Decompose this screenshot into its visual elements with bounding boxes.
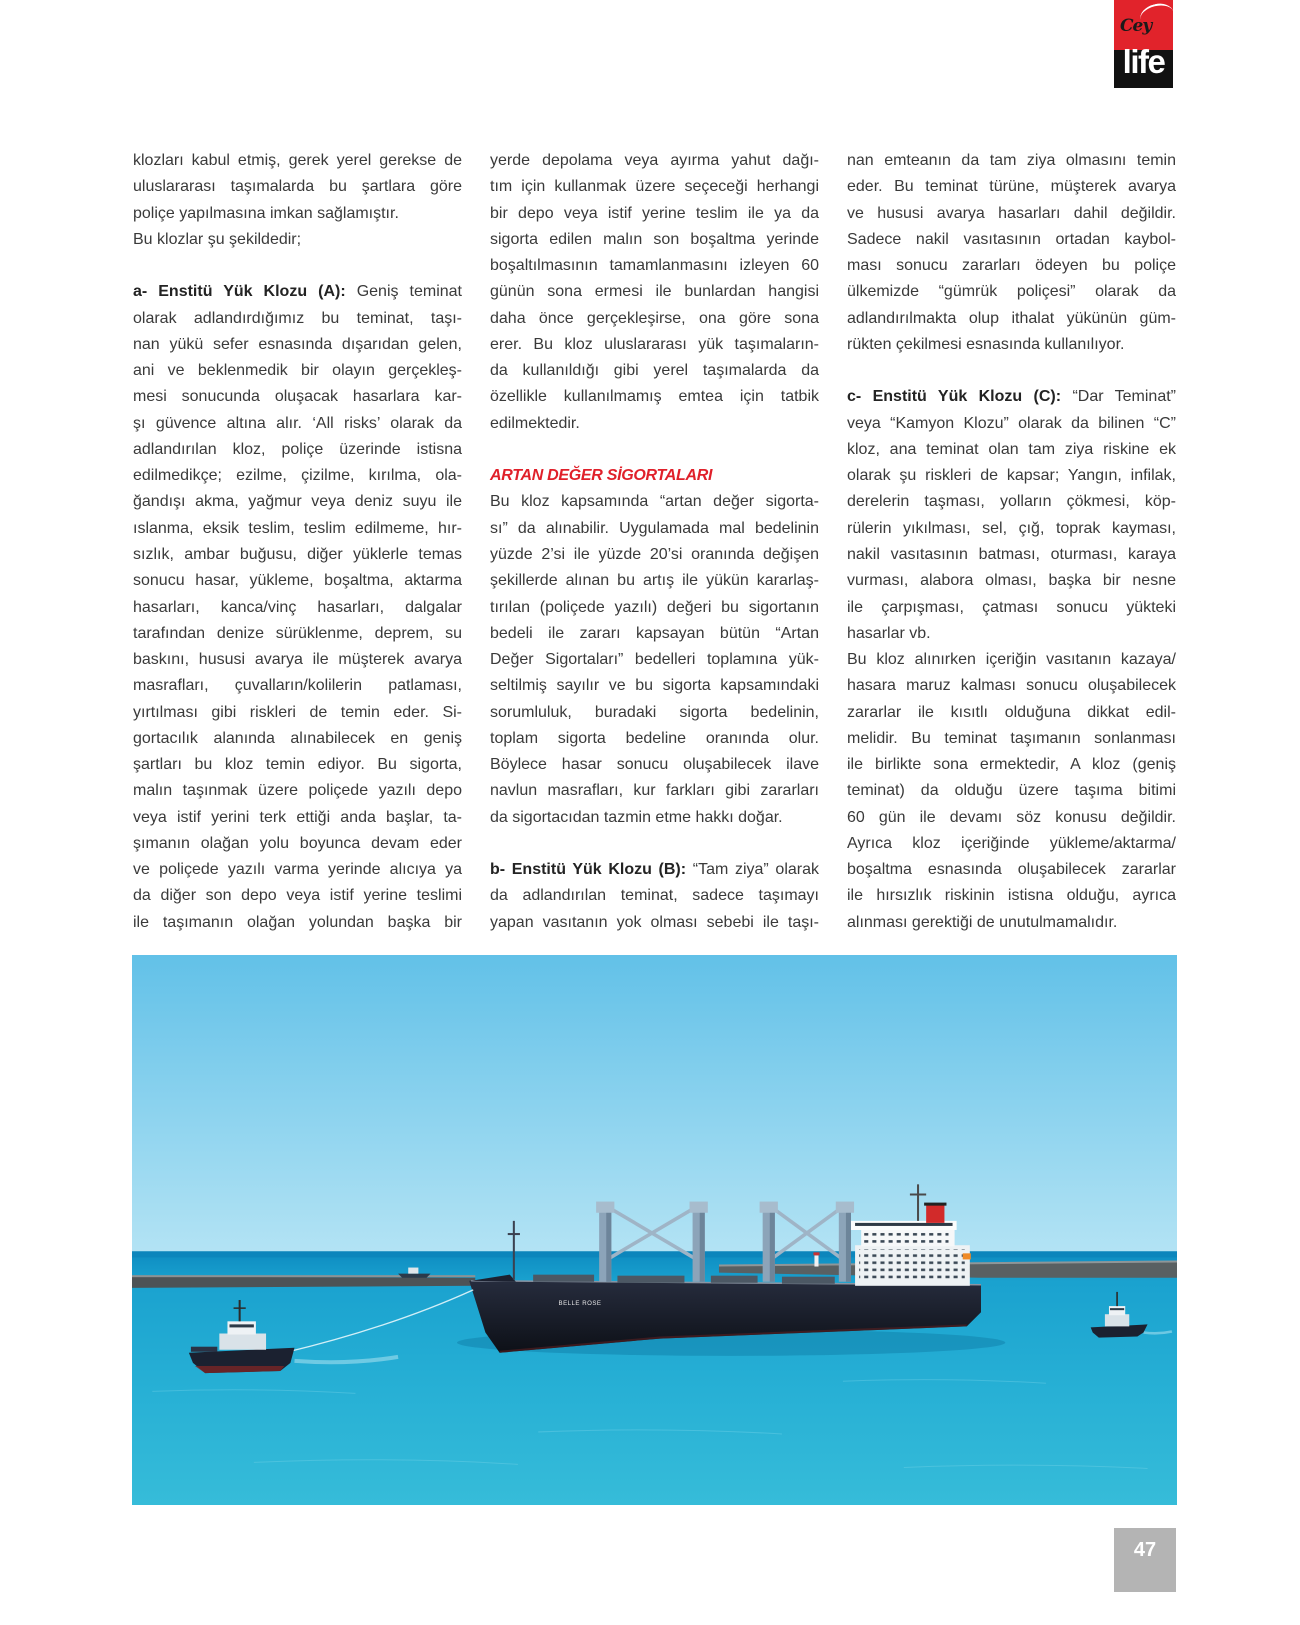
ship-superstructure bbox=[851, 1221, 971, 1286]
page-number: 47 bbox=[1114, 1528, 1176, 1592]
text-line: alınması gerektiği de unutulmamalıdır. bbox=[847, 913, 1118, 931]
paragraph bbox=[133, 279, 462, 936]
text-line: rülerin yıkılması, sel, çığ, toprak kayması, bbox=[847, 519, 1176, 537]
ship-photo bbox=[132, 955, 1177, 1505]
text-line: eder. Bu teminat türüne, müşterek avarya bbox=[847, 178, 1176, 196]
text-line: gortacılık alanında alınabilecek en geniş bbox=[133, 729, 462, 747]
clause-title: a- Enstitü Yük Klozu (A): bbox=[133, 283, 346, 301]
text-line: ıslanma, eksik teslim, teslim edilmeme, hır- bbox=[133, 519, 462, 537]
text-line: ve hususi avarya hasarları dahil değildir. bbox=[847, 204, 1176, 222]
text-line: ve poliçede yazılı varma yerinde alıcıya ya bbox=[133, 861, 462, 879]
text-line: klozları kabul etmiş, gerek yerel gerekse de bbox=[133, 152, 462, 169]
text-line: şartları bu kloz temin ediyor. Bu sigorta, bbox=[133, 756, 462, 774]
ship-name: BELLE ROSE bbox=[558, 1300, 602, 1308]
text-line: şımanın olağan yolu boyunca devam eder bbox=[133, 834, 462, 852]
column-2 bbox=[490, 148, 819, 936]
text-line: sızlık, ambar buğusu, diğer yüklerle temas bbox=[133, 545, 462, 563]
text-line: adlandırılan kloz, poliçe üzerinde istisna bbox=[133, 440, 462, 458]
text-line: erer. Bu kloz uluslararası yük taşımaların- bbox=[490, 335, 819, 353]
text-line: ile hırsızlık riskinin istisna olduğu, ayrıca bbox=[847, 887, 1176, 905]
text-line: bedeli ile zararı kapsayan bütün “Artan bbox=[490, 624, 819, 642]
text-line: Değer Sigortaları” bedelleri toplamına yük- bbox=[490, 651, 819, 669]
text-line: navlun masrafları, kur farkları gibi zararları bbox=[490, 782, 819, 800]
text-line: sonucu hasar, yükleme, boşaltma, aktarma bbox=[133, 572, 462, 590]
paragraph bbox=[490, 148, 819, 437]
section-heading: ARTAN DEĞER SİGORTALARI bbox=[490, 467, 713, 485]
text-line: nan yükü sefer esnasında dışarıdan gelen, bbox=[133, 335, 462, 353]
text-line: yapan vasıtanın yok olması sebebi ile taşı- bbox=[490, 913, 819, 931]
paragraph bbox=[847, 384, 1176, 647]
text-line: şekillerde alınan bu artış ile yükün kararlaş- bbox=[490, 572, 819, 590]
text-line: yüzde 2’si ile yüzde 20’si oranında değişen bbox=[490, 545, 819, 563]
text-line: kloz, ana teminat olan tam ziya riskine ek bbox=[847, 440, 1176, 458]
text-line: günün sona ermesi ile bunlardan hangisi bbox=[490, 283, 819, 301]
text-line: masrafları, çuvalların/kolilerin patlaması, bbox=[133, 677, 462, 695]
text-line: baskını, hususi avarya ile müşterek avarya bbox=[133, 651, 462, 669]
ship-funnel bbox=[924, 1203, 946, 1223]
text-line: veya istif yerini terk ettiği anda başlar, ta- bbox=[133, 808, 462, 826]
text-line: tarafından denize sürüklenme, deprem, su bbox=[133, 624, 462, 642]
text-line-content: “Tam ziya” olarak bbox=[692, 861, 819, 879]
paragraph bbox=[847, 647, 1176, 936]
text-line: ani ve beklenmedik bir olayın gerçekleş- bbox=[133, 362, 462, 380]
text-line: ile taşımanın olağan yolundan başka bir bbox=[133, 913, 462, 931]
text-line: özellikle kullanılmamış emtea için tatbik bbox=[490, 388, 819, 406]
text-line: seltilmiş sayılır ve bu sigorta kapsamındaki bbox=[490, 677, 819, 695]
paragraph bbox=[490, 489, 819, 830]
text-line: şı güvence altına alır. ‘All risks’ olarak da bbox=[133, 414, 462, 432]
text-line: Ayrıca kloz içeriğinde yükleme/aktarma/ bbox=[847, 834, 1176, 852]
text-line-content: “Dar Teminat” bbox=[1072, 388, 1176, 406]
text-line: ğandışı akma, yağmur veya deniz suyu ile bbox=[133, 493, 462, 511]
text-line: da adlandırılan teminat, sadece taşımayı bbox=[490, 887, 819, 905]
magazine-logo bbox=[1114, 0, 1173, 88]
text-line: veya “Kamyon Klozu” olarak da bilinen “C” bbox=[847, 414, 1176, 432]
text-line: 60 gün ile devamı söz konusu değildir. bbox=[847, 808, 1176, 826]
text-line: daha önce gerçekleşirse, ona göre sona bbox=[490, 309, 819, 327]
logo-script-text: Cey bbox=[1120, 16, 1152, 36]
text-line: teminat) da olduğu üzere taşıma bitimi bbox=[847, 782, 1176, 800]
text-section bbox=[490, 463, 819, 831]
text-line bbox=[490, 857, 819, 883]
horizon-band bbox=[132, 1251, 1177, 1257]
text-line: da diğer son depo veya istif yerine teslimi bbox=[133, 887, 462, 905]
text-line: mesi sonucunda oluşacak hasarlara kar- bbox=[133, 388, 462, 406]
text-line-content: Geniş teminat bbox=[356, 283, 462, 301]
text-line bbox=[133, 279, 462, 305]
text-line: Bu kloz alınırken içeriğin vasıtanın kazaya/ bbox=[847, 651, 1176, 669]
text-line: ması sonucu zararları ödeyen bu poliçe bbox=[847, 257, 1176, 275]
text-line: sorumluluk, buradaki sigorta bedelinin, bbox=[490, 703, 819, 721]
paragraph bbox=[133, 148, 462, 227]
text-line: poliçe yapılmasına imkan sağlamıştır. bbox=[133, 204, 399, 222]
text-line: tım için kullanmak üzere seçeceği herhangi bbox=[490, 178, 819, 196]
text-line: nakil vasıtasının batması, oturması, karaya bbox=[847, 545, 1176, 563]
text-section bbox=[133, 279, 462, 936]
text-line: olarak adlandırdığımız bu teminat, taşı- bbox=[133, 309, 462, 327]
text-line: hasara maruz kalması sonucu oluşabilecek bbox=[847, 677, 1176, 695]
text-line: derelerin taşması, yolların çökmesi, köp- bbox=[847, 493, 1176, 511]
clause-title: c- Enstitü Yük Klozu (C): bbox=[847, 388, 1062, 406]
text-line: sigorta edilen malın son boşaltma yerinde bbox=[490, 230, 819, 248]
column-1 bbox=[133, 148, 462, 936]
text-line: Bu klozlar şu şekildedir; bbox=[133, 230, 302, 248]
text-line: Bu kloz kapsamında “artan değer sigorta- bbox=[490, 493, 819, 511]
ship-photo-illustration bbox=[132, 955, 1177, 1505]
text-line: ülkemizde “gümrük poliçesi” olarak da bbox=[847, 283, 1176, 301]
text-line: boşaltılmasının tamamlanmasını izleyen 60 bbox=[490, 257, 819, 275]
text-line: malın taşınmak üzere poliçede yazılı depo bbox=[133, 782, 462, 800]
text-section bbox=[133, 148, 462, 253]
text-line: edilmektedir. bbox=[490, 414, 580, 432]
text-section bbox=[847, 384, 1176, 936]
text-line: Böylece hasar sonucu oluşabilecek ilave bbox=[490, 756, 819, 774]
text-line: ile birlikte sona ermektedir, A kloz (geniş bbox=[847, 756, 1176, 774]
paragraph bbox=[133, 227, 462, 253]
text-section bbox=[847, 148, 1176, 358]
paragraph bbox=[847, 148, 1176, 358]
text-line: da sigortacıdan tazmin etme hakkı doğar. bbox=[490, 808, 783, 826]
text-line: bir depo veya istif yerine teslim ile ya da bbox=[490, 204, 819, 222]
sky bbox=[132, 955, 1177, 1253]
text-line: sı” da alınabilir. Uygulamada mal bedelinin bbox=[490, 519, 819, 537]
text-line: ile çarpışması, çatması sonucu yükteki bbox=[847, 598, 1176, 616]
logo-wordmark: life bbox=[1122, 43, 1165, 80]
text-line: zararlar ile kısıtlı olduğuna dikkat edil- bbox=[847, 703, 1176, 721]
text-line: nan emteanın da tam ziya olmasını temin bbox=[847, 152, 1176, 169]
text-line: olarak şu riskleri de kapsar; Yangın, infilak, bbox=[847, 467, 1176, 485]
text-line: tırılan (poliçede yazılı) değeri bu sigortanın bbox=[490, 598, 819, 616]
text-line: adlandırılmakta olup ithalat yükünün güm- bbox=[847, 309, 1176, 327]
text-line: vurması, alabora olması, başka bir nesne bbox=[847, 572, 1176, 590]
text-line: uluslararası taşımalarda bu şartlara göre bbox=[133, 178, 462, 196]
text-line: da kullanıldığı gibi yerel taşımalarda da bbox=[490, 362, 819, 380]
text-line: rükten çekilmesi esnasında kullanılıyor. bbox=[847, 335, 1125, 353]
paragraph bbox=[490, 857, 819, 936]
text-line: yırtılması gibi riskleri de temin eder. Si- bbox=[133, 703, 462, 721]
column-3 bbox=[847, 148, 1176, 936]
text-line: hasarlar vb. bbox=[847, 624, 931, 642]
text-section bbox=[490, 857, 819, 936]
text-line: melidir. Bu teminat taşımanın sonlanması bbox=[847, 729, 1176, 747]
text-line: toplam sigorta bedeline oranında olur. bbox=[490, 729, 819, 747]
text-line: Sadece nakil vasıtasının ortadan kaybol- bbox=[847, 230, 1176, 248]
text-line: boşaltma esnasında oluşabilecek zararlar bbox=[847, 861, 1176, 879]
text-line bbox=[847, 384, 1176, 410]
text-line: edilmedikçe; ezilme, çizilme, kırılma, ola- bbox=[133, 467, 462, 485]
logo-black-band bbox=[1114, 43, 1173, 88]
text-line: yerde depolama veya ayırma yahut dağı- bbox=[490, 152, 819, 169]
clause-title: b- Enstitü Yük Klozu (B): bbox=[490, 861, 687, 879]
text-section bbox=[490, 148, 819, 437]
text-line: hasarları, kanca/vinç hasarları, dalgalar bbox=[133, 598, 462, 616]
